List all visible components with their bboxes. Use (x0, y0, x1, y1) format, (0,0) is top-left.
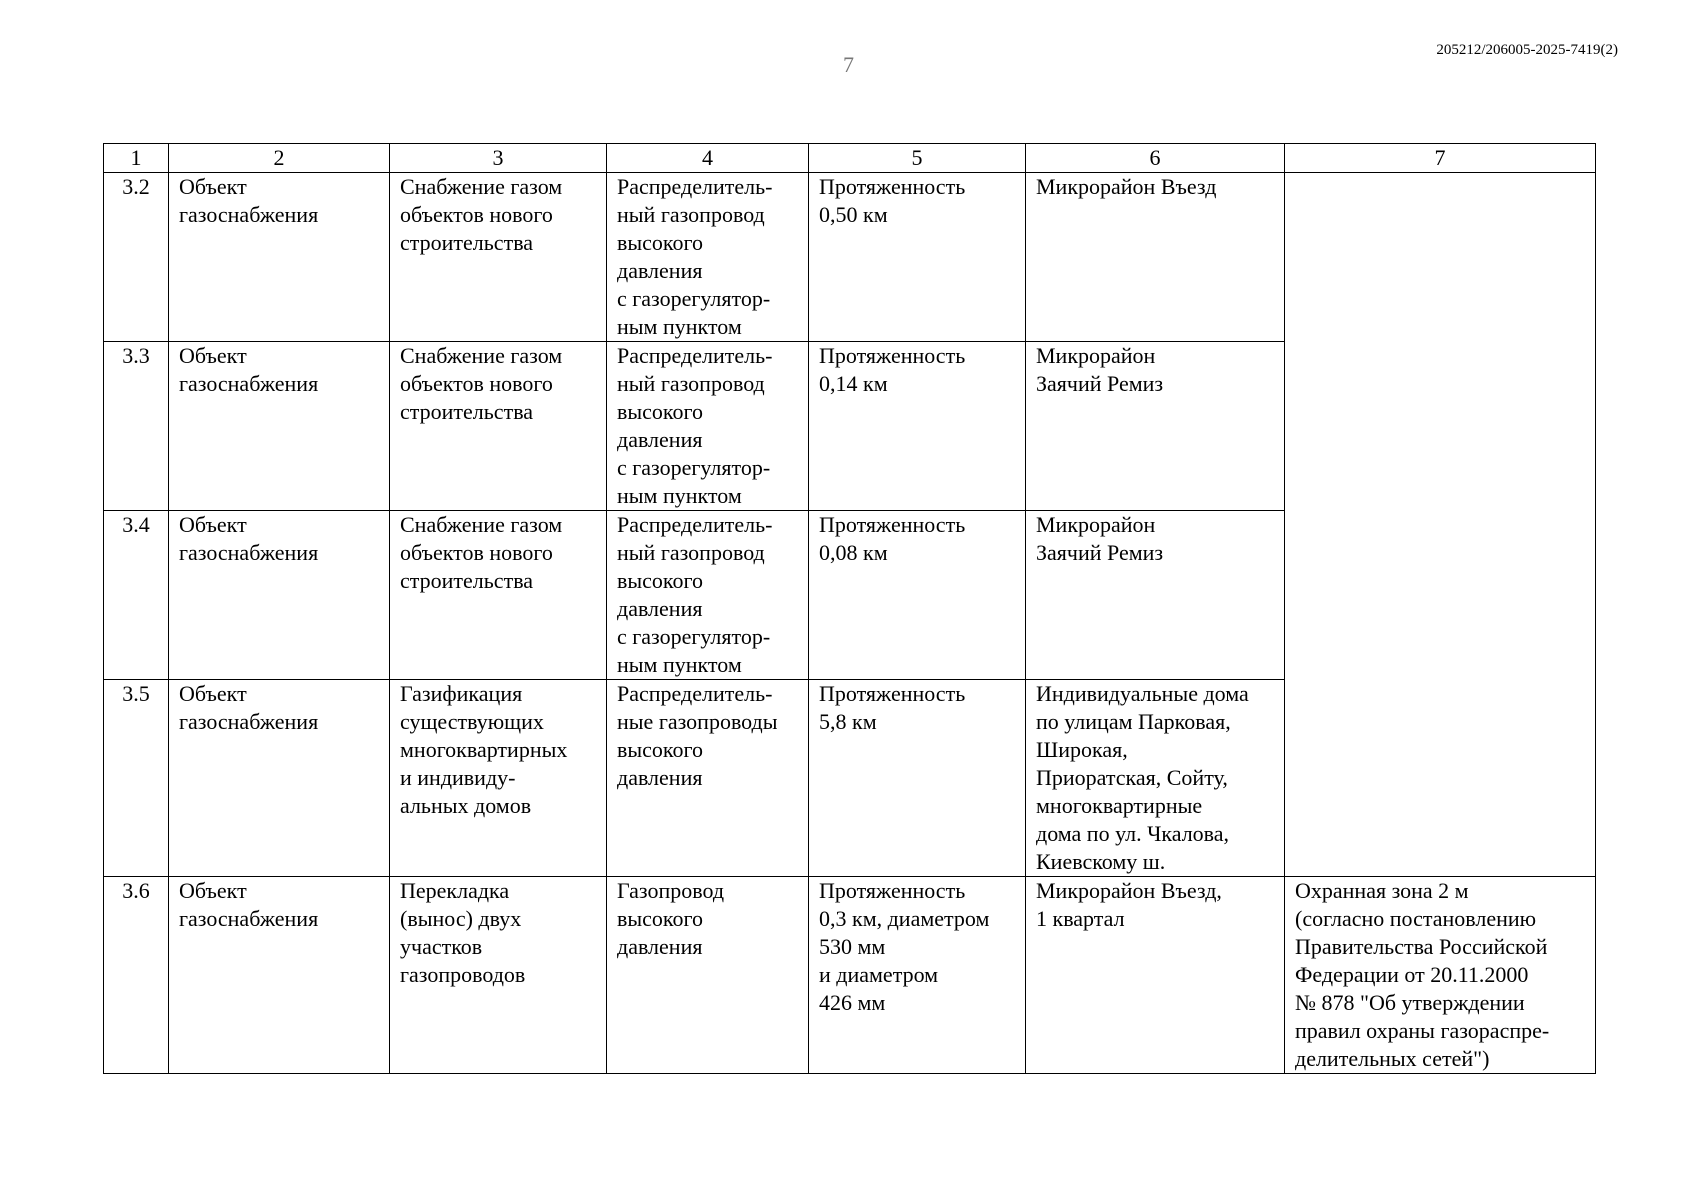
location-cell: Микрорайон Заячий Ремиз (1026, 511, 1285, 680)
row-number: 3.6 (104, 877, 169, 1074)
gas-supply-objects-table (103, 143, 1596, 1074)
document-code: 205212/206005-2025-7419(2) (1436, 42, 1618, 58)
location-cell: Микрорайон Въезд, 1 квартал (1026, 877, 1285, 1074)
location-cell: Микрорайон Въезд (1026, 173, 1285, 342)
purpose-cell: Снабжение газом объектов нового строительства (390, 173, 607, 342)
zone-cell-empty (1285, 173, 1596, 877)
object-description-cell: Распределитель- ный газопровод высокого давления с газорегулятор- ным пунктом (607, 173, 809, 342)
table-row (104, 173, 1596, 342)
purpose-cell: Перекладка (вынос) двух участков газопроводов (390, 877, 607, 1074)
column-header-3: 3 (390, 144, 607, 173)
object-description-cell: Распределитель- ный газопровод высокого давления с газорегулятор- ным пунктом (607, 342, 809, 511)
row-number: 3.5 (104, 680, 169, 877)
object-type-cell: Объект газоснабжения (169, 342, 390, 511)
object-description-cell: Газопровод высокого давления (607, 877, 809, 1074)
location-cell: Индивидуальные дома по улицам Парковая, Широкая, Приоратская, Сойту, многоквартирные дома по ул. Чкалова, Киевскому ш. (1026, 680, 1285, 877)
object-type-cell: Объект газоснабжения (169, 680, 390, 877)
column-number-header-row (104, 144, 1596, 173)
column-header-4: 4 (607, 144, 809, 173)
column-header-5: 5 (809, 144, 1026, 173)
row-number: 3.4 (104, 511, 169, 680)
characteristics-cell: Протяженность 5,8 км (809, 680, 1026, 877)
object-type-cell: Объект газоснабжения (169, 511, 390, 680)
characteristics-cell: Протяженность 0,50 км (809, 173, 1026, 342)
purpose-cell: Газификация существующих многоквартирных и индивиду- альных домов (390, 680, 607, 877)
purpose-cell: Снабжение газом объектов нового строительства (390, 342, 607, 511)
characteristics-cell: Протяженность 0,08 км (809, 511, 1026, 680)
column-header-2: 2 (169, 144, 390, 173)
characteristics-cell: Протяженность 0,3 км, диаметром 530 мм и диаметром 426 мм (809, 877, 1026, 1074)
location-cell: Микрорайон Заячий Ремиз (1026, 342, 1285, 511)
column-header-6: 6 (1026, 144, 1285, 173)
object-description-cell: Распределитель- ные газопроводы высокого давления (607, 680, 809, 877)
row-number: 3.3 (104, 342, 169, 511)
purpose-cell: Снабжение газом объектов нового строительства (390, 511, 607, 680)
column-header-7: 7 (1285, 144, 1596, 173)
protection-zone-cell: Охранная зона 2 м (согласно постановлению Правительства Российской Федерации от 20.11.2000 № 878 "Об утверждении правил охраны газораспре- делительных сетей") (1285, 877, 1596, 1074)
object-type-cell: Объект газоснабжения (169, 173, 390, 342)
row-number: 3.2 (104, 173, 169, 342)
object-type-cell: Объект газоснабжения (169, 877, 390, 1074)
column-header-1: 1 (104, 144, 169, 173)
page-number: 7 (843, 52, 854, 77)
table-row (104, 877, 1596, 1074)
object-description-cell: Распределитель- ный газопровод высокого давления с газорегулятор- ным пунктом (607, 511, 809, 680)
characteristics-cell: Протяженность 0,14 км (809, 342, 1026, 511)
